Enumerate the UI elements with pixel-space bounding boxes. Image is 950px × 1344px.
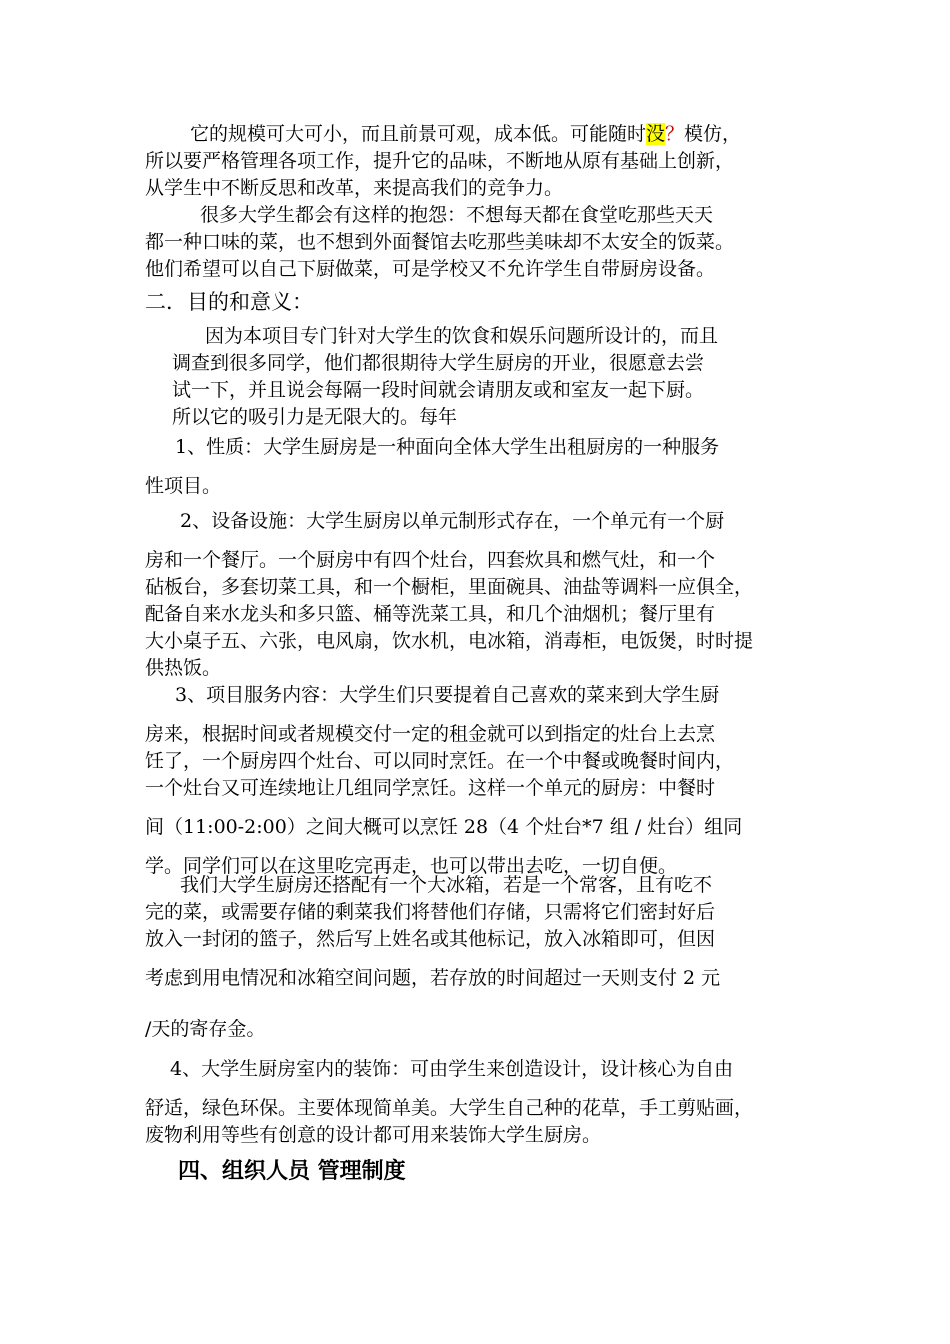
paragraph-line: 供热饭。 xyxy=(145,657,222,679)
paragraph-line: 他们希望可以自己下厨做菜，可是学校又不允许学生自带厨房设备。 xyxy=(145,258,716,280)
item-nature xyxy=(145,434,719,500)
highlighted-text: 没 xyxy=(646,123,666,145)
section-heading-organization: 四、组织人员 管理制度 xyxy=(178,1158,406,1184)
paragraph-line: 饪了，一个厨房四个灶台、可以同时烹饪。在一个中餐或晚餐时间内， xyxy=(145,750,735,772)
text-run: 模仿， xyxy=(684,123,742,145)
paragraph-line: 砧板台，多套切菜工具，和一个橱柜，里面碗具、油盐等调料一应俱全， xyxy=(145,576,754,598)
paragraph-scale-prospects xyxy=(145,121,741,202)
paragraph-line: 4、大学生厨房室内的装饰：可由学生来创造设计，设计核心为自由 xyxy=(170,1058,734,1080)
paragraph-line: 性项目。 xyxy=(145,475,222,497)
paragraph-line: 很多大学生都会有这样的抱怨：不想每天都在食堂吃那些天天 xyxy=(200,204,714,226)
paragraph-line: 房和一个餐厅。一个厨房中有四个灶台，四套炊具和燃气灶，和一个 xyxy=(145,549,716,571)
question-mark: ？ xyxy=(665,123,685,145)
paragraph-purpose xyxy=(172,323,718,431)
paragraph-line: 都一种口味的菜，也不想到外面餐馆去吃那些美味却不太安全的饭菜。 xyxy=(145,231,735,253)
paragraph-line: 2、设备设施：大学生厨房以单元制形式存在，一个单元有一个厨 xyxy=(180,510,725,532)
paragraph-line: 完的菜，或需要存储的剩菜我们将替他们存储，只需将它们密封好后 xyxy=(145,901,716,923)
paragraph-line: 1、性质：大学生厨房是一种面向全体大学生出租厨房的一种服务 xyxy=(175,436,720,458)
section-heading-purpose: 二．目的和意义： xyxy=(145,290,313,314)
paragraph-student-complaints xyxy=(145,202,734,283)
paragraph-refrigerator xyxy=(145,872,720,1043)
paragraph-line: 调查到很多同学，他们都很期待大学生厨房的开业，很愿意去尝 xyxy=(172,352,705,374)
item-equipment xyxy=(145,508,753,682)
text-run: 它的规模可大可小，而且前景可观，成本低。可能随时 xyxy=(190,123,647,145)
item-decoration xyxy=(145,1056,753,1149)
paragraph-line xyxy=(145,121,741,148)
paragraph-line: 舒适，绿色环保。主要体现简单美。大学生自己种的花草，手工剪贴画， xyxy=(145,1097,754,1119)
item-service-content xyxy=(145,682,742,880)
paragraph-line: 因为本项目专门针对大学生的饮食和娱乐问题所设计的，而且 xyxy=(205,325,719,347)
paragraph-line: 放入一封闭的篮子，然后写上姓名或其他标记，放入冰箱即可，但因 xyxy=(145,928,716,950)
paragraph-line: 我们大学生厨房还搭配有一个大冰箱，若是一个常客，且有吃不 xyxy=(180,874,713,896)
paragraph-line: 从学生中不断反思和改革，来提高我们的竞争力。 xyxy=(145,177,564,199)
paragraph-line: 一个灶台又可连续地让几组同学烹饪。这样一个单元的厨房：中餐时 xyxy=(145,777,716,799)
paragraph-line: 废物利用等些有创意的设计都可用来装饰大学生厨房。 xyxy=(145,1124,602,1146)
paragraph-line: 间（11:00-2:00）之间大概可以烹饪 28（4 个灶台*7 组 / 灶台）组同 xyxy=(145,816,743,838)
paragraph-line: 试一下，并且说会每隔一段时间就会请朋友或和室友一起下厨。 xyxy=(172,379,705,401)
paragraph-line: /天的寄存金。 xyxy=(145,1018,266,1040)
paragraph-line: 学。同学们可以在这里吃完再走，也可以带出去吃，一切自便。 xyxy=(145,855,678,877)
paragraph-line: 大小桌子五、六张，电风扇，饮水机，电冰箱，消毒柜，电饭煲，时时提 xyxy=(145,630,754,652)
paragraph-line: 3、项目服务内容：大学生们只要提着自己喜欢的菜来到大学生厨 xyxy=(175,684,720,706)
paragraph-line: 所以要严格管理各项工作，提升它的品味，不断地从原有基础上创新， xyxy=(145,150,735,172)
paragraph-line: 考虑到用电情况和冰箱空间问题，若存放的时间超过一天则支付 2 元 xyxy=(145,967,721,989)
paragraph-line: 房来，根据时间或者规模交付一定的租金就可以到指定的灶台上去烹 xyxy=(145,723,716,745)
paragraph-line: 配备自来水龙头和多只篮、桶等洗菜工具，和几个油烟机；餐厅里有 xyxy=(145,603,716,625)
paragraph-line: 所以它的吸引力是无限大的。每年 xyxy=(172,406,458,428)
